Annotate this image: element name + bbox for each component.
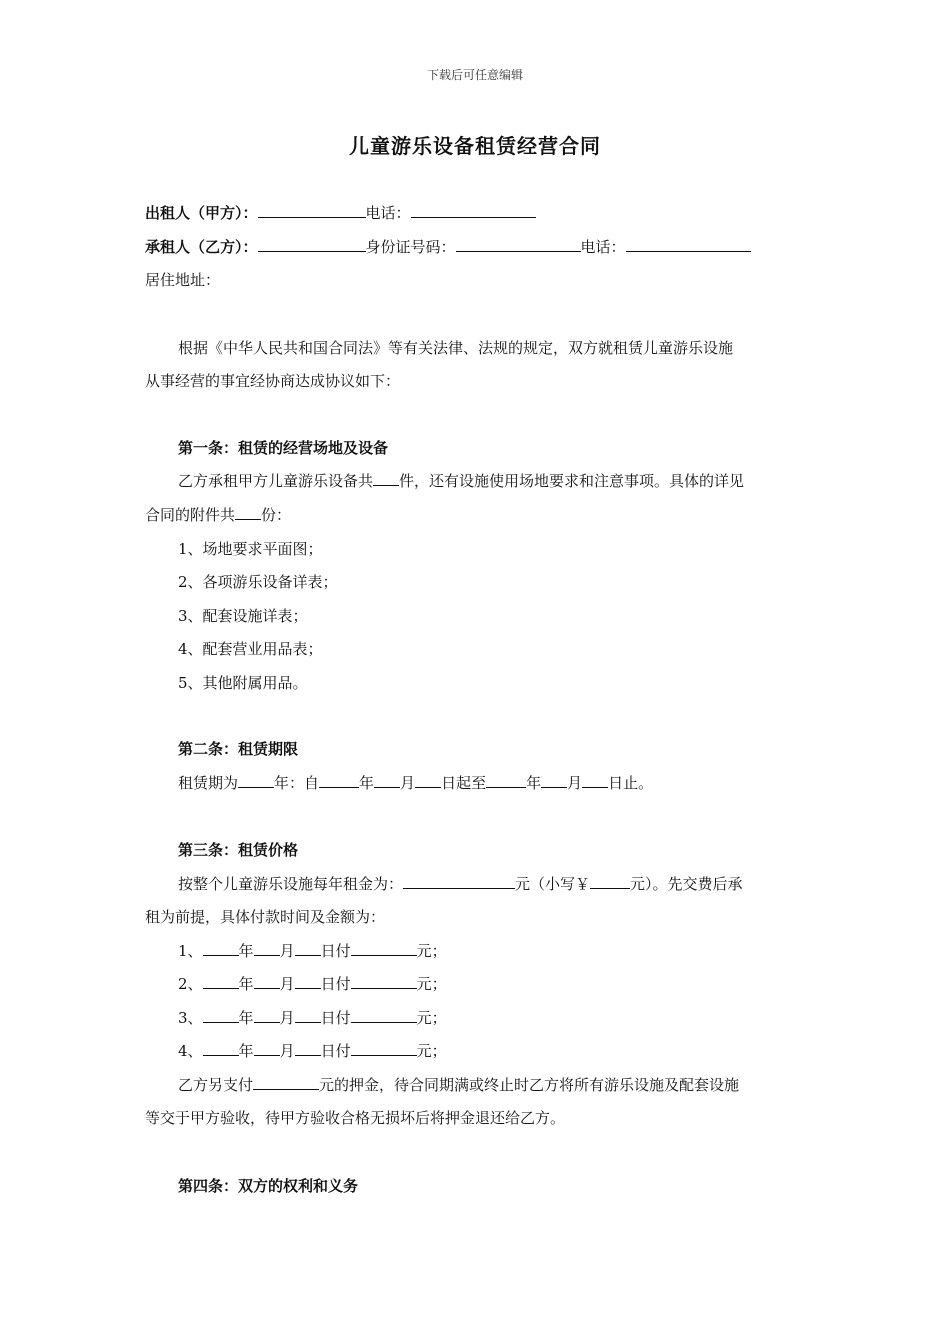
article1-text-line-1 bbox=[178, 471, 744, 491]
payment-year-text: 年 bbox=[238, 975, 254, 993]
list-item: 2、各项游乐设备详表； bbox=[178, 573, 338, 591]
address-line: 居住地址： bbox=[145, 271, 221, 289]
payment-amount-blank bbox=[351, 941, 417, 956]
payment-day-text: 日付 bbox=[320, 1042, 351, 1060]
payment-month-blank bbox=[254, 1041, 280, 1056]
end-year-blank bbox=[486, 773, 526, 788]
end-month-blank bbox=[541, 773, 567, 788]
deposit-line-1 bbox=[178, 1075, 739, 1095]
article1-heading: 第一条：租赁的经营场地及设备 bbox=[178, 439, 389, 457]
lease-term-line bbox=[178, 773, 653, 793]
lease-term-text-6: 年 bbox=[526, 774, 542, 792]
payment-item bbox=[178, 974, 447, 994]
payment-yuan-text: 元； bbox=[416, 1042, 447, 1060]
lease-years-blank bbox=[238, 773, 274, 788]
payment-amount-blank bbox=[351, 1008, 417, 1023]
payment-year-text: 年 bbox=[238, 942, 254, 960]
payment-yuan-text: 元； bbox=[416, 975, 447, 993]
payment-year-blank bbox=[203, 974, 239, 989]
lessee-blank bbox=[258, 237, 366, 252]
rent-text-1a: 按整个儿童游乐设施每年租金为： bbox=[178, 875, 404, 893]
payment-item bbox=[178, 1008, 447, 1028]
article1-text-2a: 合同的附件共 bbox=[145, 506, 236, 524]
article2-heading: 第二条：租赁期限 bbox=[178, 740, 299, 758]
preamble-line-1: 根据《中华人民共和国合同法》等有关法律、法规的规定，双方就租赁儿童游乐设施 bbox=[178, 339, 734, 357]
lease-term-text-4: 月 bbox=[400, 774, 416, 792]
article1-text-2b: 份： bbox=[261, 506, 292, 524]
lease-term-text-3: 年 bbox=[359, 774, 375, 792]
list-item: 1、场地要求平面图； bbox=[178, 540, 323, 558]
start-month-blank bbox=[374, 773, 400, 788]
lessee-id-label: 身份证号码： bbox=[365, 238, 456, 256]
payment-index: 2、 bbox=[178, 975, 203, 993]
payment-year-blank bbox=[203, 941, 239, 956]
payment-amount-blank bbox=[351, 1041, 417, 1056]
payment-year-text: 年 bbox=[238, 1042, 254, 1060]
payment-yuan-text: 元； bbox=[416, 942, 447, 960]
lease-term-text-8: 日止。 bbox=[608, 774, 654, 792]
article1-text-line-2 bbox=[145, 505, 291, 525]
payment-day-text: 日付 bbox=[320, 1009, 351, 1027]
payment-yuan-text: 元； bbox=[416, 1009, 447, 1027]
lessee-label: 承租人（乙方）： bbox=[145, 238, 258, 256]
lessor-phone-blank bbox=[411, 203, 536, 218]
attachment-count-blank bbox=[235, 505, 261, 520]
deposit-amount-blank bbox=[253, 1075, 319, 1090]
article1-text-1a: 乙方承租甲方儿童游乐设备共 bbox=[178, 472, 374, 490]
deposit-text-a: 乙方另支付 bbox=[178, 1076, 254, 1094]
payment-amount-blank bbox=[351, 974, 417, 989]
payment-day-blank bbox=[295, 1041, 321, 1056]
payment-month-text: 月 bbox=[279, 1042, 295, 1060]
list-item: 4、配套营业用品表； bbox=[178, 640, 323, 658]
payment-item bbox=[178, 941, 447, 961]
article3-heading: 第三条：租赁价格 bbox=[178, 841, 299, 859]
rent-amount-small-blank bbox=[590, 874, 630, 889]
lessee-id-blank bbox=[456, 237, 581, 252]
lessee-phone-label: 电话： bbox=[580, 238, 626, 256]
payment-day-text: 日付 bbox=[320, 975, 351, 993]
lease-term-text-2: 年：自 bbox=[274, 774, 320, 792]
lessee-phone-blank bbox=[626, 237, 751, 252]
article4-heading: 第四条：双方的权利和义务 bbox=[178, 1177, 359, 1195]
payment-day-text: 日付 bbox=[320, 942, 351, 960]
payment-index: 1、 bbox=[178, 942, 203, 960]
list-item: 3、配套设施详表； bbox=[178, 607, 308, 625]
payment-item bbox=[178, 1041, 447, 1061]
article1-text-1b: 件，还有设施使用场地要求和注意事项。具体的详见 bbox=[399, 472, 745, 490]
preamble-line-2: 从事经营的事宜经协商达成协议如下： bbox=[145, 372, 401, 390]
deposit-line-2: 等交于甲方验收，待甲方验收合格无损坏后将押金退还给乙方。 bbox=[145, 1109, 566, 1127]
lessor-phone-label: 电话： bbox=[365, 204, 411, 222]
rent-line-2: 租为前提，具体付款时间及金额为： bbox=[145, 908, 386, 926]
payment-year-blank bbox=[203, 1041, 239, 1056]
lessor-line bbox=[145, 203, 536, 223]
lessor-blank bbox=[258, 203, 366, 218]
equipment-count-blank bbox=[373, 471, 399, 486]
page-title: 儿童游乐设备租赁经营合同 bbox=[349, 134, 601, 158]
start-day-blank bbox=[415, 773, 441, 788]
end-day-blank bbox=[582, 773, 608, 788]
lease-term-text-5: 日起至 bbox=[441, 774, 487, 792]
payment-day-blank bbox=[295, 1008, 321, 1023]
payment-month-blank bbox=[254, 941, 280, 956]
start-year-blank bbox=[319, 773, 359, 788]
lessor-label: 出租人（甲方）： bbox=[145, 204, 258, 222]
payment-month-blank bbox=[254, 1008, 280, 1023]
header-note: 下载后可任意编辑 bbox=[426, 68, 523, 82]
lease-term-text-1: 租赁期为 bbox=[178, 774, 239, 792]
rent-line-1 bbox=[178, 874, 743, 894]
lessee-line bbox=[145, 237, 751, 257]
rent-amount-blank bbox=[403, 874, 515, 889]
payment-day-blank bbox=[295, 974, 321, 989]
rent-text-1b: 元（小写￥ bbox=[515, 875, 591, 893]
payment-year-text: 年 bbox=[238, 1009, 254, 1027]
rent-text-1c: 元）。先交费后承 bbox=[630, 875, 743, 893]
payment-index: 3、 bbox=[178, 1009, 203, 1027]
payment-year-blank bbox=[203, 1008, 239, 1023]
payment-month-text: 月 bbox=[279, 942, 295, 960]
payment-month-blank bbox=[254, 974, 280, 989]
payment-day-blank bbox=[295, 941, 321, 956]
payment-month-text: 月 bbox=[279, 1009, 295, 1027]
lease-term-text-7: 月 bbox=[567, 774, 583, 792]
deposit-text-b: 元的押金，待合同期满或终止时乙方将所有游乐设施及配套设施 bbox=[319, 1076, 740, 1094]
payment-month-text: 月 bbox=[279, 975, 295, 993]
list-item: 5、其他附属用品。 bbox=[178, 674, 308, 692]
payment-index: 4、 bbox=[178, 1042, 203, 1060]
